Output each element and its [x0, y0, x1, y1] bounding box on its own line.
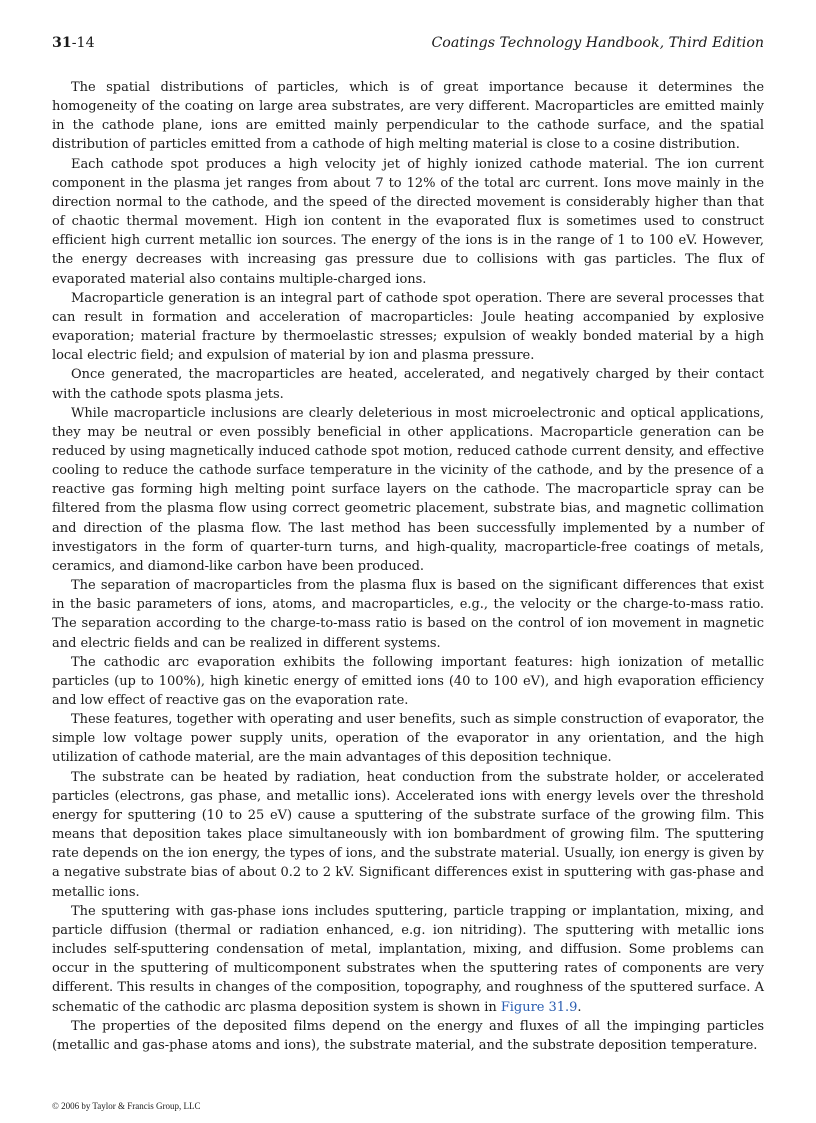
- paragraph-substrate-heating: The substrate can be heated by radiation, heat conduction from the substrate holder, or accelerated particles (electrons, gas phase, and metallic ions). Accelerated ions with energy levels over the threshold energy for sputtering (10 to 25 eV) cause a sputtering of the substrate surface of the growing film. This means that deposition takes place simultaneously with ion bombardment of growing film. The sputtering rate depends on the ion energy, the types of ions, and the substrate material. Usually, ion energy is given by a negative substrate bias of about 0.2 to 2 kV. Significant differences exist in sputtering with gas-phase and metallic ions.: [52, 769, 764, 900]
- sputtering-text-end: .: [577, 999, 582, 1015]
- figure-31-9-link[interactable]: Figure 31.9: [500, 999, 578, 1015]
- paragraph-spatial-distribution: The spatial distributions of particles, which is of great importance because it determines the homogeneity of the coating on large area substrates, are very different. Macroparticles are emitted mainly in the cathode plane, ions are emitted mainly perpendicular to the cathode surface, and the spatial distribution of particles emitted from a cathode of high melting material is close to a cosine distribution.: [52, 80, 764, 153]
- page-number: [52, 35, 95, 51]
- paragraph-macroparticle-heating: Once generated, the macroparticles are heated, accelerated, and negatively charged by their contact with the cathode spots plasma jets.: [52, 367, 764, 402]
- paragraph-advantages: These features, together with operating and user benefits, such as simple construction of evaporator, the simple low voltage power supply units, operation of the evaporator in any orientation, and the high utilization of cathode material, are the main advantages of this deposition technique.: [52, 712, 764, 766]
- paragraph-cathode-spot-jet: Each cathode spot produces a high velocity jet of highly ionized cathode material. The ion current component in the plasma jet ranges from about 7 to 12% of the total arc current. Ions move mainly in the direction normal to the cathode, and the speed of the directed movement is considerably higher than that of chaotic thermal movement. High ion content in the evaporated flux is sometimes used to construct efficient high current metallic ion sources. The energy of the ions is in the range of 1 to 100 eV. However, the energy decreases with increasing gas pressure due to collisions with gas particles. The flux of evaporated material also contains multiple-charged ions.: [52, 156, 764, 287]
- paragraph-macroparticle-separation: The separation of macroparticles from the plasma flux is based on the significant differences that exist in the basic parameters of ions, atoms, and macroparticles, e.g., the velocity or the charge-to-mass ratio. The separation according to the charge-to-mass ratio is based on the control of ion movement in magnetic and electric fields and can be realized in different systems.: [52, 578, 764, 651]
- sputtering-text: The sputtering with gas-phase ions includes sputtering, particle trapping or implantation, mixing, and particle diffusion (thermal or radiation enhanced, e.g. ion nitriding). The sputtering with metallic ions includes self-sputtering condensation of metal, implantation, mixing, and diffusion. Some problems can occur in the sputtering of multicomponent substrates when the sputtering rates of components are very different. This results in changes of the composition, topography, and roughness of the sputtered surface. A schematic of the cathodic arc plasma deposition system is shown in: [52, 903, 764, 1015]
- running-title: Coatings Technology Handbook, Third Edition: [431, 35, 764, 51]
- paragraph-film-properties: The properties of the deposited films depend on the energy and fluxes of all the impinging particles (metallic and gas-phase atoms and ions), the substrate material, and the substrate deposition temperature.: [52, 1018, 764, 1053]
- page-suffix: -14: [71, 35, 95, 51]
- paragraph-macroparticle-reduction: While macroparticle inclusions are clearly deleterious in most microelectronic and optical applications, they may be neutral or even possibly beneficial in other applications. Macroparticle generation can be reduced by using magnetically induced cathode spot motion, reduced cathode current density, and effective cooling to reduce the cathode surface temperature in the vicinity of the cathode, and by the presence of a reactive gas forming high melting point surface layers on the cathode. The macroparticle spray can be filtered from the plasma flow using correct geometric placement, substrate bias, and magnetic collimation and direction of the plasma flow. The last method has been successfully implemented by a number of investigators in the form of quarter-turn turns, and high-quality, macroparticle-free coatings of metals, ceramics, and diamond-like carbon have been produced.: [52, 405, 764, 574]
- paragraph-arc-features: The cathodic arc evaporation exhibits the following important features: high ionization of metallic particles (up to 100%), high kinetic energy of emitted ions (40 to 100 eV), and high evaporation efficiency and low effect of reactive gas on the evaporation rate.: [52, 654, 764, 708]
- body-text: [52, 78, 764, 1055]
- chapter-number: 31: [52, 35, 72, 51]
- paragraph-sputtering: [52, 902, 764, 1017]
- copyright-footer: © 2006 by Taylor & Francis Group, LLC: [52, 1101, 201, 1111]
- paragraph-macroparticle-generation: Macroparticle generation is an integral part of cathode spot operation. There are several processes that can result in formation and acceleration of macroparticles: Joule heating accompanied by explosive evaporation; material fracture by thermoelastic stresses; expulsion of weakly bonded material by a high local electric field; and expulsion of material by ion and plasma pressure.: [52, 290, 764, 364]
- page-header: [52, 35, 764, 55]
